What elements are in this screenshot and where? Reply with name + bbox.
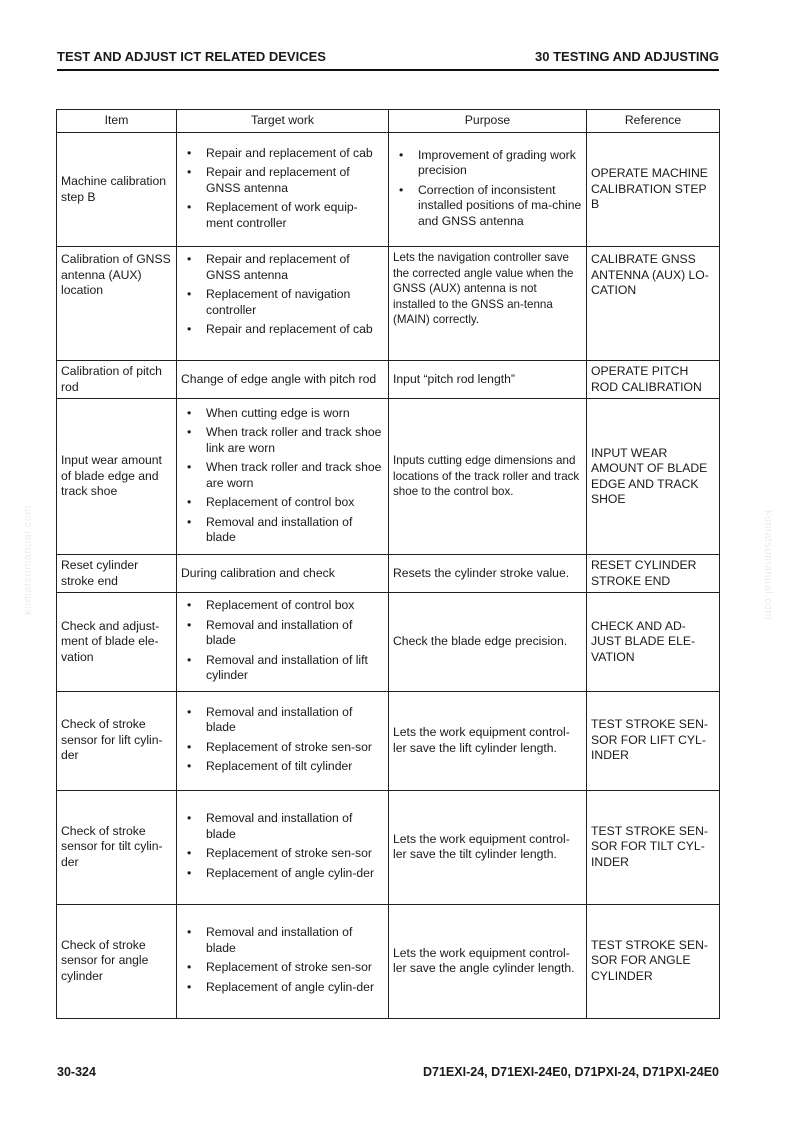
list-item: • Removal and installation of blade (181, 515, 384, 546)
chapter-title: 30 TESTING AND ADJUSTING (535, 49, 719, 64)
target-work-cell: Change of edge angle with pitch rod (177, 361, 389, 399)
target-work-list (181, 406, 384, 546)
item-cell: Machine calibration step B (57, 133, 177, 247)
target-work-list (181, 811, 384, 881)
list-item: • Replacement of angle cylin-der (181, 980, 384, 996)
target-work-list (181, 925, 384, 995)
target-work-cell (177, 790, 389, 904)
table-row (57, 361, 720, 399)
target-work-list (181, 146, 384, 232)
target-work-cell (177, 247, 389, 361)
column-header-target-work: Target work (177, 110, 389, 133)
list-item: • Repair and replacement of cab (181, 146, 384, 162)
purpose-cell: Lets the work equipment control-ler save the lift cylinder length. (389, 691, 587, 790)
watermark-left: komatsumanual.com (22, 505, 34, 615)
item-cell: Input wear amount of blade edge and track shoe (57, 399, 177, 555)
section-title: TEST AND ADJUST ICT RELATED DEVICES (57, 49, 326, 64)
table-row (57, 133, 720, 247)
table-row (57, 555, 720, 593)
column-header-reference: Reference (587, 110, 720, 133)
purpose-cell: Lets the navigation controller save the corrected angle value when the GNSS (AUX) antenna is not installed to the GNSS an-tenna (MAIN) correctly. (389, 247, 587, 361)
list-item: • Removal and installation of blade (181, 618, 384, 649)
target-work-list (181, 705, 384, 775)
purpose-cell: Check the blade edge precision. (389, 593, 587, 692)
page-footer (57, 1065, 719, 1083)
purpose-cell: Inputs cutting edge dimensions and locations of the track roller and track shoe to the control box. (389, 399, 587, 555)
item-cell: Reset cylinder stroke end (57, 555, 177, 593)
list-item: • Removal and installation of blade (181, 705, 384, 736)
list-item: • Replacement of angle cylin-der (181, 866, 384, 882)
list-item: • Improvement of grading work precision (393, 148, 582, 179)
watermark-right: komatsumanual.com (762, 510, 774, 620)
table-row (57, 691, 720, 790)
list-item: • Repair and replacement of GNSS antenna (181, 252, 384, 283)
item-cell: Check of stroke sensor for tilt cylin-der (57, 790, 177, 904)
model-list: D71EXI-24, D71EXI-24E0, D71PXI-24, D71PXI-24E0 (423, 1065, 719, 1079)
target-work-cell (177, 593, 389, 692)
item-cell: Check of stroke sensor for angle cylinder (57, 904, 177, 1018)
target-work-cell (177, 904, 389, 1018)
list-item: • Repair and replacement of GNSS antenna (181, 165, 384, 196)
list-item: • Replacement of navigation controller (181, 287, 384, 318)
table-row (57, 790, 720, 904)
reference-cell[interactable]: OPERATE MACHINE CALIBRATION STEP B (587, 133, 720, 247)
list-item: • Replacement of stroke sen-sor (181, 960, 384, 976)
purpose-list (393, 148, 582, 230)
reference-cell[interactable]: CALIBRATE GNSS ANTENNA (AUX) LO-CATION (587, 247, 720, 361)
reference-cell[interactable]: TEST STROKE SEN-SOR FOR TILT CYL-INDER (587, 790, 720, 904)
target-work-list (181, 598, 384, 684)
list-item: • Removal and installation of blade (181, 925, 384, 956)
purpose-cell: Lets the work equipment control-ler save the tilt cylinder length. (389, 790, 587, 904)
target-work-cell (177, 691, 389, 790)
purpose-cell: Input “pitch rod length” (389, 361, 587, 399)
reference-cell[interactable]: CHECK AND AD-JUST BLADE ELE-VATION (587, 593, 720, 692)
purpose-cell (389, 133, 587, 247)
page-number: 30-324 (57, 1065, 96, 1079)
list-item: • When cutting edge is worn (181, 406, 384, 422)
list-item: • Replacement of tilt cylinder (181, 759, 384, 775)
item-cell: Calibration of GNSS antenna (AUX) location (57, 247, 177, 361)
target-work-cell (177, 133, 389, 247)
list-item: • When track roller and track shoe link are worn (181, 425, 384, 456)
table-row (57, 247, 720, 361)
column-header-purpose: Purpose (389, 110, 587, 133)
list-item: • Replacement of stroke sen-sor (181, 846, 384, 862)
reference-cell[interactable]: TEST STROKE SEN-SOR FOR ANGLE CYLINDER (587, 904, 720, 1018)
table-row (57, 904, 720, 1018)
list-item: • Replacement of control box (181, 495, 384, 511)
list-item: • Replacement of work equip-ment controller (181, 200, 384, 231)
table-row (57, 399, 720, 555)
purpose-cell: Lets the work equipment control-ler save the angle cylinder length. (389, 904, 587, 1018)
purpose-cell: Resets the cylinder stroke value. (389, 555, 587, 593)
reference-cell[interactable]: INPUT WEAR AMOUNT OF BLADE EDGE AND TRACK SHOE (587, 399, 720, 555)
reference-cell[interactable]: OPERATE PITCH ROD CALIBRATION (587, 361, 720, 399)
item-cell: Check and adjust-ment of blade ele-vation (57, 593, 177, 692)
table-header-row (57, 110, 720, 133)
list-item: • Removal and installation of lift cylinder (181, 653, 384, 684)
list-item: • Correction of inconsistent installed positions of ma-chine and GNSS antenna (393, 183, 582, 230)
calibration-table (56, 109, 720, 1019)
target-work-cell (177, 399, 389, 555)
list-item: • Removal and installation of blade (181, 811, 384, 842)
table-row (57, 593, 720, 692)
list-item: • Replacement of stroke sen-sor (181, 740, 384, 756)
list-item: • Replacement of control box (181, 598, 384, 614)
page-header (57, 47, 719, 71)
item-cell: Check of stroke sensor for lift cylin-der (57, 691, 177, 790)
target-work-cell: During calibration and check (177, 555, 389, 593)
target-work-list (181, 252, 384, 338)
reference-cell[interactable]: TEST STROKE SEN-SOR FOR LIFT CYL-INDER (587, 691, 720, 790)
list-item: • When track roller and track shoe are worn (181, 460, 384, 491)
column-header-item: Item (57, 110, 177, 133)
item-cell: Calibration of pitch rod (57, 361, 177, 399)
list-item: • Repair and replacement of cab (181, 322, 384, 338)
reference-cell[interactable]: RESET CYLINDER STROKE END (587, 555, 720, 593)
